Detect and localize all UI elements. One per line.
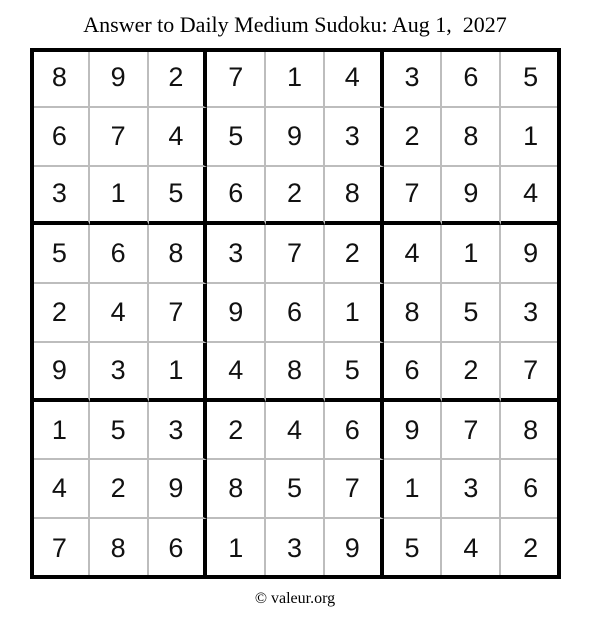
sudoku-cell-r3-c7: 7: [384, 167, 443, 226]
sudoku-cell-r9-c9: 2: [523, 533, 539, 564]
sudoku-cell-r1-c7: 3: [384, 49, 443, 108]
sudoku-cell-r3-c9: 4: [501, 167, 560, 226]
sudoku-cell-r7-c6: 6: [325, 402, 384, 461]
sudoku-cell-r4-c6: 2: [325, 225, 384, 284]
sudoku-cell-r9-c8: 4: [442, 519, 501, 578]
sudoku-cell-r7-c3: 3: [149, 402, 208, 461]
sudoku-cell-r3-c5: 2: [266, 167, 325, 226]
sudoku-cell-r5-c8: 5: [442, 284, 501, 343]
sudoku-grid: [30, 48, 561, 579]
sudoku-cell-r6-c7: 6: [384, 343, 443, 402]
sudoku-cell-r2-c9: 1: [501, 108, 560, 167]
sudoku-cell-r9-c1: 7: [31, 519, 90, 578]
sudoku-cell-r9-c3: 6: [149, 519, 208, 578]
sudoku-cell-r9-c4: 1: [207, 519, 266, 578]
sudoku-cell-r8-c9: 6: [501, 460, 560, 519]
sudoku-cell-r5-c2: 4: [90, 284, 149, 343]
sudoku-cell-r4-c5: 7: [266, 225, 325, 284]
sudoku-cell-r3-c1: 3: [31, 167, 90, 226]
sudoku-cell-r6-c8: 2: [442, 343, 501, 402]
sudoku-cell-r3-c2: 1: [90, 167, 149, 226]
sudoku-cell-r8-c6: 7: [325, 460, 384, 519]
sudoku-cell-r5-c5: 6: [266, 284, 325, 343]
sudoku-cell-r4-c1: 5: [31, 225, 90, 284]
sudoku-cell-r6-c1: 9: [31, 343, 90, 402]
sudoku-cell-r1-c1: 8: [31, 49, 90, 108]
sudoku-cell-r8-c8: 3: [442, 460, 501, 519]
puzzle-title: Answer to Daily Medium Sudoku: Aug 1, 2027: [83, 12, 507, 37]
sudoku-cell-r3-c3: 5: [149, 167, 208, 226]
sudoku-cell-r2-c3: 4: [149, 108, 208, 167]
sudoku-cell-r2-c4: 5: [207, 108, 266, 167]
sudoku-cell-r3-c8: 9: [442, 167, 501, 226]
sudoku-cell-r1-c8: 6: [442, 49, 501, 108]
sudoku-cell-r1-c5: 1: [266, 49, 325, 108]
sudoku-cell-r5-c1: 2: [31, 284, 90, 343]
sudoku-cell-r6-c5: 8: [266, 343, 325, 402]
sudoku-cell-r5-c3: 7: [149, 284, 208, 343]
sudoku-cell-r8-c1: 4: [31, 460, 90, 519]
sudoku-cell-r8-c7: 1: [384, 460, 443, 519]
sudoku-cell-r1-c3: 2: [149, 49, 208, 108]
sudoku-cell-r9-c2: 8: [90, 519, 149, 578]
sudoku-cell-r1-c6: 4: [325, 49, 384, 108]
sudoku-cell-r9-c5: 3: [266, 519, 325, 578]
sudoku-cell-r5-c9: 3: [501, 284, 560, 343]
sudoku-cell-r8-c4: 8: [207, 460, 266, 519]
sudoku-cell-r3-c6: 8: [325, 167, 384, 226]
sudoku-cell-r7-c5: 4: [266, 402, 325, 461]
sudoku-cell-r2-c7: 2: [384, 108, 443, 167]
sudoku-cell-r3-c4: 6: [207, 167, 266, 226]
sudoku-cell-r5-c4: 9: [207, 284, 266, 343]
sudoku-cell-r7-c8: 7: [442, 402, 501, 461]
sudoku-cell-r7-c9: 8: [501, 402, 560, 461]
sudoku-cell-r2-c8: 8: [442, 108, 501, 167]
sudoku-cell-r4-c2: 6: [90, 225, 149, 284]
sudoku-cell-r2-c5: 9: [266, 108, 325, 167]
sudoku-cell-r5-c7: 8: [384, 284, 443, 343]
sudoku-cell-r6-c6: 5: [325, 343, 384, 402]
sudoku-cell-r8-c3: 9: [149, 460, 208, 519]
sudoku-cell-r4-c3: 8: [149, 225, 208, 284]
sudoku-cell-r9-c6: 9: [325, 519, 384, 578]
sudoku-cell-r2-c1: 6: [31, 108, 90, 167]
sudoku-cell-r8-c2: 2: [90, 460, 149, 519]
sudoku-cell-r6-c9: 7: [501, 343, 560, 402]
sudoku-cell-r6-c3: 1: [149, 343, 208, 402]
sudoku-cell-r1-c4: 7: [207, 49, 266, 108]
sudoku-cell-r4-c8: 1: [442, 225, 501, 284]
sudoku-cell-r5-c6: 1: [325, 284, 384, 343]
sudoku-cell-r4-c9: 9: [501, 225, 560, 284]
sudoku-cell-r8-c5: 5: [266, 460, 325, 519]
sudoku-cell-r2-c6: 3: [325, 108, 384, 167]
sudoku-cell-r7-c1: 1: [31, 402, 90, 461]
sudoku-cell-r4-c7: 4: [384, 225, 443, 284]
sudoku-cell-r1-c2: 9: [90, 49, 149, 108]
sudoku-cell-r7-c2: 5: [90, 402, 149, 461]
copyright-footer: © valeur.org: [254, 590, 336, 607]
sudoku-cell-r4-c4: 3: [207, 225, 266, 284]
sudoku-cell-r6-c4: 4: [207, 343, 266, 402]
sudoku-cell-r2-c2: 7: [90, 108, 149, 167]
sudoku-cell-r6-c2: 3: [90, 343, 149, 402]
sudoku-cell-r9-c7: 5: [384, 519, 443, 578]
sudoku-cell-r7-c7: 9: [384, 402, 443, 461]
sudoku-cell-r7-c4: 2: [207, 402, 266, 461]
sudoku-cell-r1-c9: 5: [501, 49, 560, 108]
